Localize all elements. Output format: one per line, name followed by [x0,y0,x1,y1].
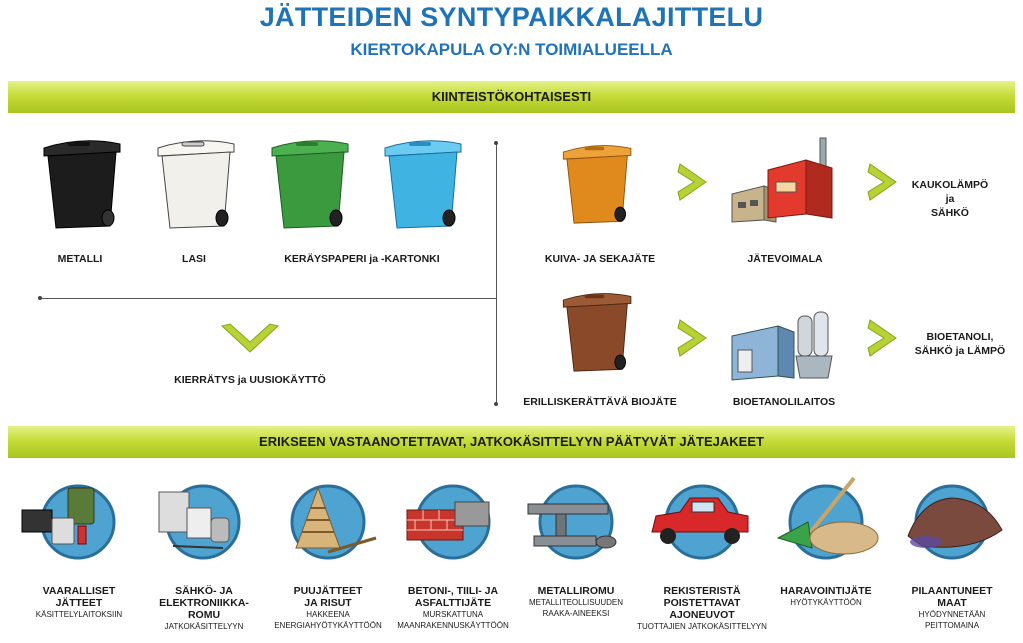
page-subtitle: KIERTOKAPULA OY:N TOIMIALUEELLA [350,40,673,59]
wood-waste-icon [288,482,368,562]
vertical-divider [496,143,497,405]
item-subtitle: HAKKEENA ENERGIAHYÖTYKÄYTTÖÖN [274,610,382,630]
item-title: BETONI-, TIILI- JA ASFALTTIJÄTE [407,585,499,609]
bioethanol-plant-icon [728,306,840,384]
paper-bin-icon [266,134,356,234]
bricks-icon [413,482,493,562]
facility-label-bioethanol: BIOETANOLILAITOS [732,396,836,408]
chevron-right-icon [676,318,710,358]
page-title: JÄTTEIDEN SYNTYPAIKKALAJITTELU [259,2,764,32]
item-concrete [388,585,518,631]
chevron-right-icon [676,162,710,202]
divider-endpoint [494,141,498,145]
rake-leaves-icon [786,482,866,562]
horizontal-divider [40,298,497,299]
bin-label-paper: KERÄYSPAPERI ja -KARTONKI [284,253,440,265]
chevron-right-icon [866,318,900,358]
item-garden [768,585,884,608]
item-title: PILAANTUNEET MAAT [911,585,993,609]
item-subtitle: MURSKATTUNA MAANRAKENNUSKÄYTTÖÖN [397,610,509,630]
output-label-bioethanol: BIOETANOLI, SÄHKÖ ja LÄMPÖ [914,331,1006,357]
bin-label-metal: METALLI [57,253,103,265]
scrap-metal-icon [536,482,616,562]
item-scrap-metal [516,585,636,619]
car-icon [662,482,742,562]
item-title: SÄHKÖ- JA ELEKTRONIIKKA- ROMU [159,585,249,621]
item-subtitle: HYÖTYKÄYTTÖÖN [790,598,862,607]
hazardous-waste-icon [38,482,118,562]
item-wood [266,585,390,631]
cardboard-bin-icon [379,134,469,234]
item-title: REKISTERISTÄ POISTETTAVAT AJONEUVOT [663,585,741,621]
output-label-heat-power: KAUKOLÄMPÖ ja SÄHKÖ [911,179,989,219]
contaminated-soil-icon [912,482,992,562]
recycle-label: KIERRÄTYS ja UUSIOKÄYTTÖ [174,374,326,386]
chevron-right-icon [866,162,900,202]
item-hazardous [20,585,138,620]
facility-label-power: JÄTEVOIMALA [747,253,823,265]
item-subtitle: KÄSITTELYLAITOKSIIN [35,610,123,619]
bin-label-glass: LASI [182,253,206,265]
item-electronics [145,585,263,632]
item-title: PUUJÄTTEET JA RISUT [293,585,363,609]
metal-bin-icon [38,134,128,234]
divider-endpoint [38,296,42,300]
item-vehicles [634,585,770,632]
item-soil [892,585,1012,631]
section-banner-separate: ERIKSEEN VASTAANOTETTAVAT, JATKOKÄSITTELYYN PÄÄTYVÄT JÄTEJAKEET [8,426,1015,458]
biowaste-bin-icon [558,282,638,382]
item-title: METALLIROMU [537,585,615,597]
glass-bin-icon [152,134,242,234]
chevron-down-icon [220,322,280,362]
power-plant-icon [728,138,840,224]
bin-label-biowaste: ERILLISKERÄTTÄVÄ BIOJÄTE [523,396,677,408]
mixed-waste-bin-icon [558,134,638,234]
item-subtitle: JATKOKÄSITTELYYN [164,622,244,631]
item-subtitle: TUOTTAJIEN JATKOKÄSITTELYYN [637,622,767,631]
section-banner-property: KIINTEISTÖKOHTAISESTI [8,81,1015,113]
item-title: HARAVOINTIJÄTE [780,585,872,597]
divider-endpoint [494,402,498,406]
item-subtitle: HYÖDYNNETÄÄN PEITTOMAINA [918,610,986,630]
item-title: VAARALLISET JÄTTEET [42,585,116,609]
item-subtitle: METALLITEOLLISUUDEN RAAKA-AINEEKSI [528,598,624,618]
bin-label-mixed: KUIVA- JA SEKAJÄTE [544,253,656,265]
electronics-icon [163,482,243,562]
